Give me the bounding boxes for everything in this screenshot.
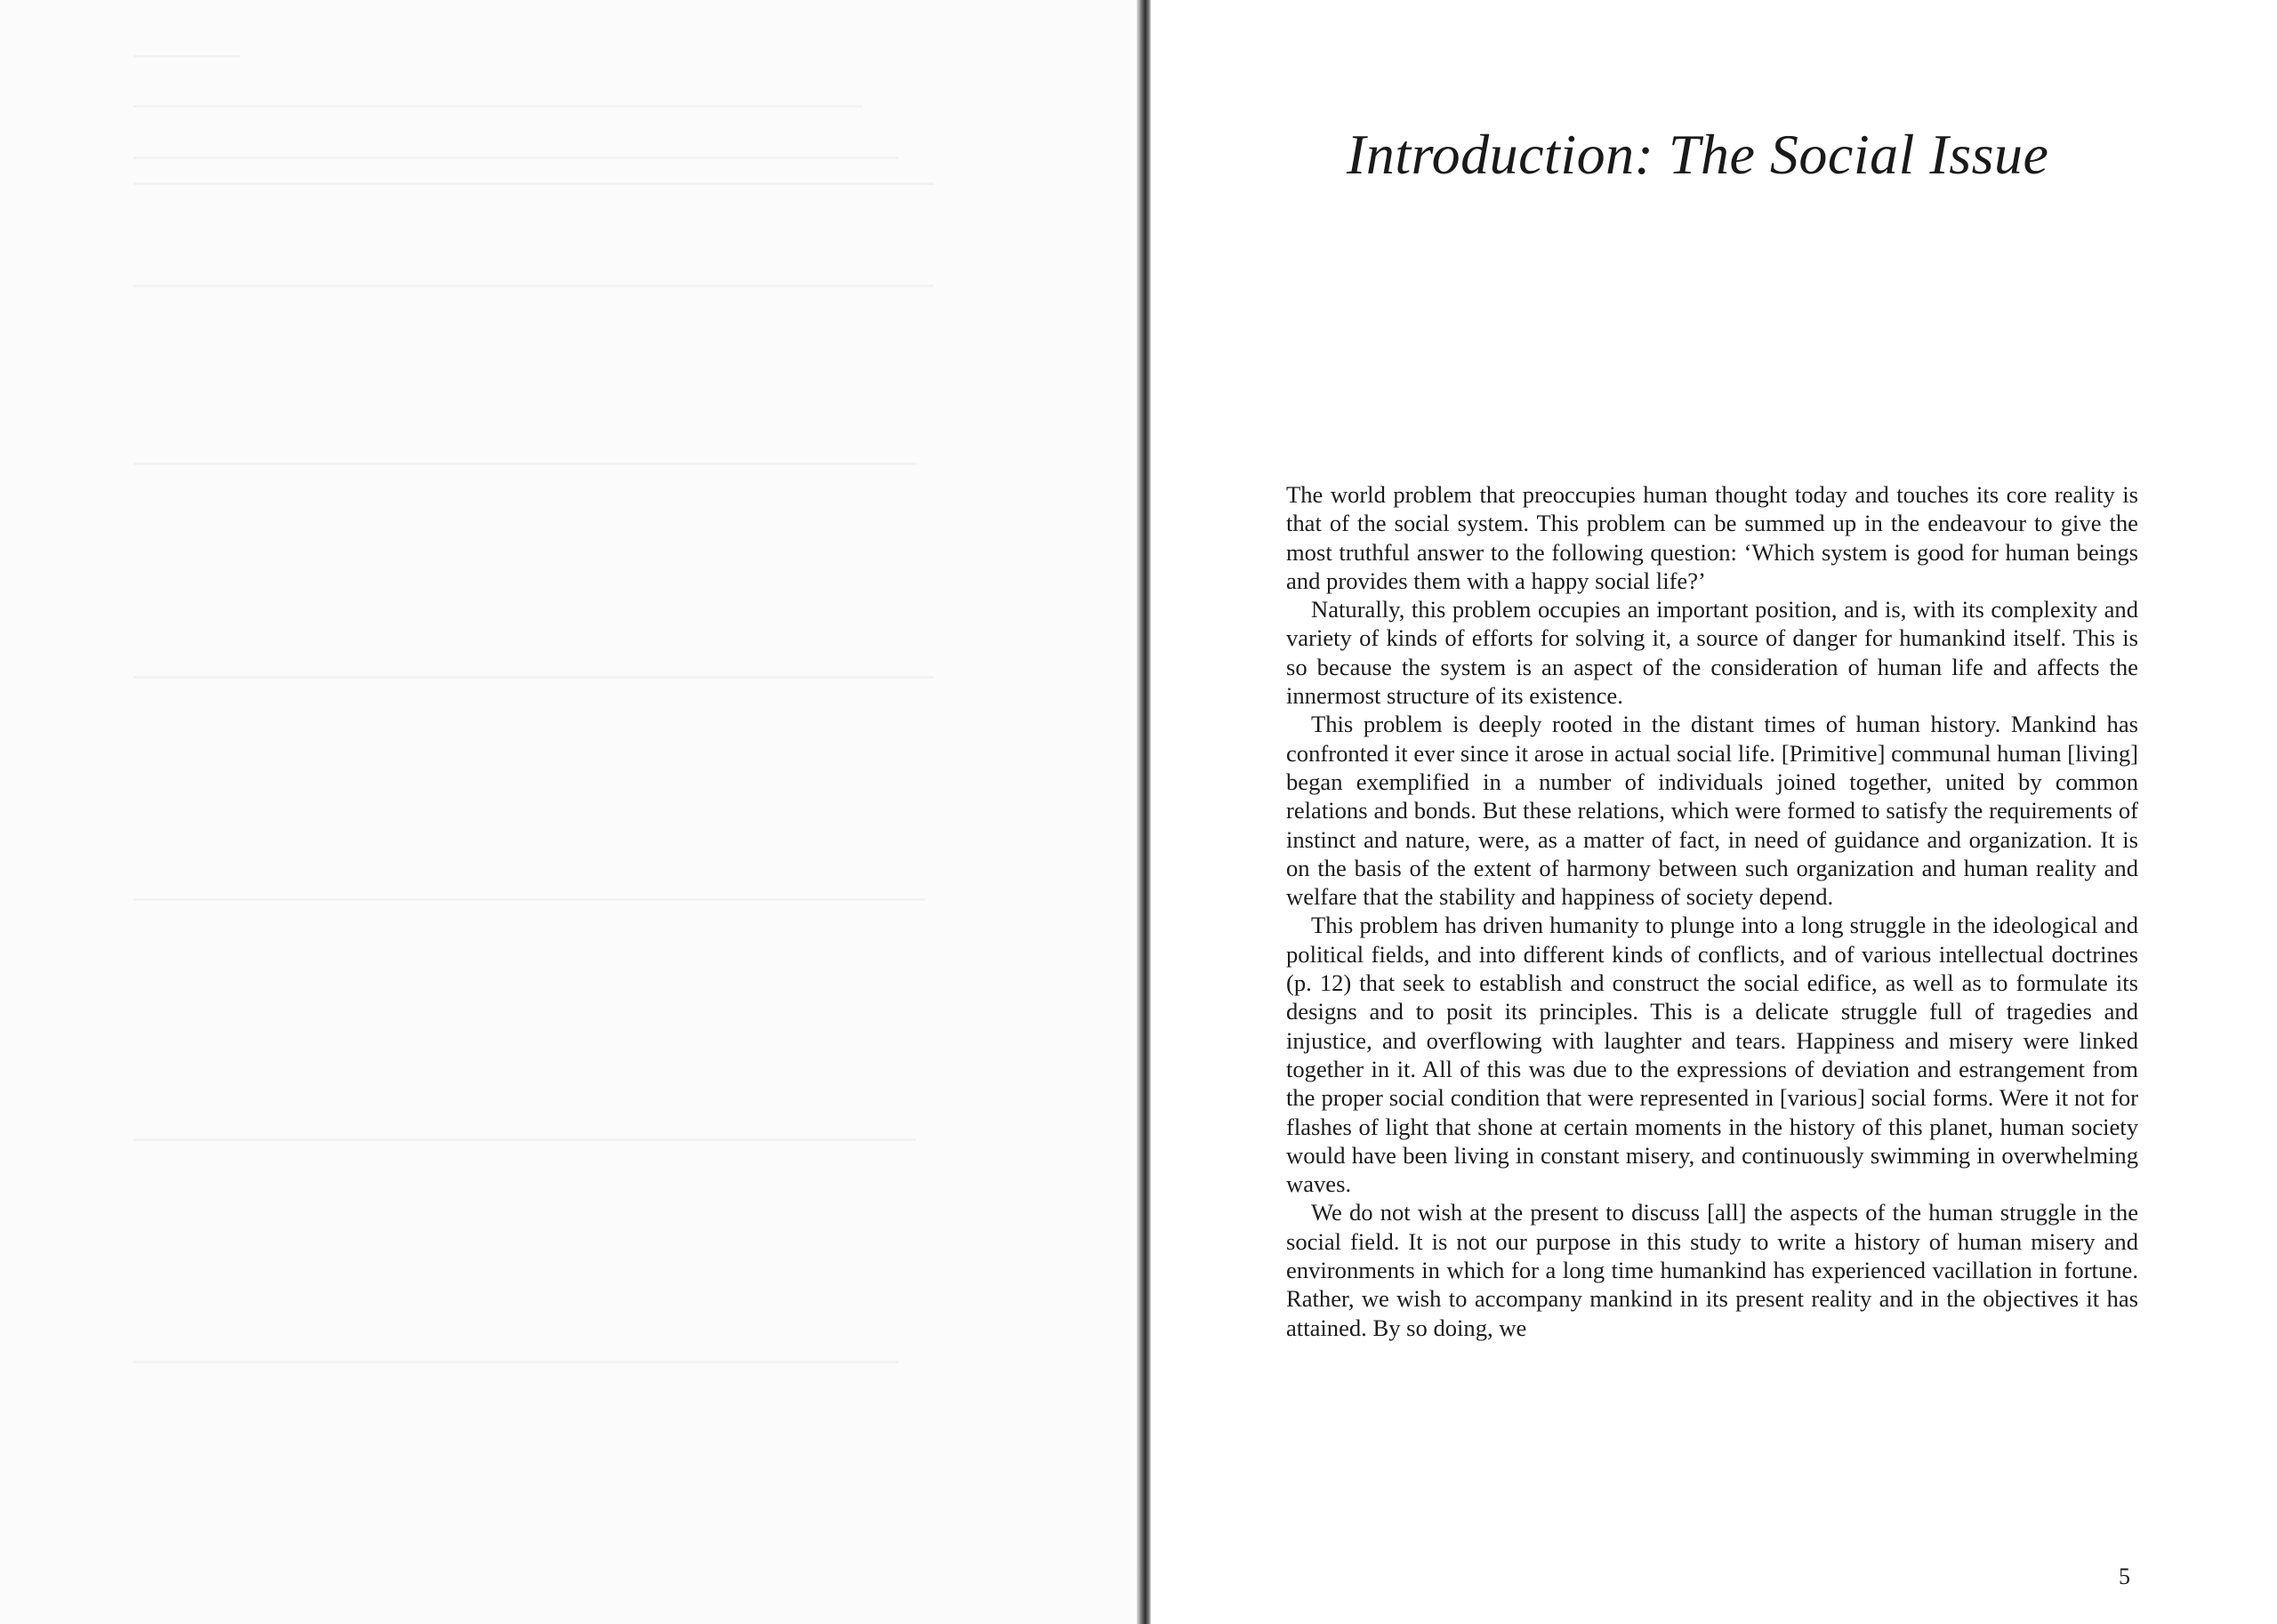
body-text xyxy=(1286,480,2138,1342)
show-through-line xyxy=(133,676,934,679)
chapter-title: Introduction: The Social Issue xyxy=(1347,123,2049,186)
left-page-blank xyxy=(0,0,1137,1624)
show-through-line xyxy=(133,898,925,901)
right-page xyxy=(1151,0,2277,1624)
paragraph: This problem is deeply rooted in the distant times of human history. Mankind has confronted it ever since it arose in actual social life. [Primitive] communal human [living] began exemplified in a number of individuals joined together, united by common relations and bonds. But these relations, which were formed to satisfy the requirements of instinct and nature, were, as a matter of fact, in need of guidance and organization. It is on the basis of the extent of harmony between such organization and human reality and welfare that the stability and happiness of society depend. xyxy=(1286,711,2138,911)
page-number: 5 xyxy=(2119,1564,2130,1589)
show-through-line xyxy=(133,105,863,108)
show-through-line xyxy=(133,285,934,287)
show-through-line xyxy=(133,55,240,58)
show-through-line xyxy=(133,1138,916,1141)
show-through-line xyxy=(133,182,934,185)
paragraph: This problem has driven humanity to plunge into a long struggle in the ideological and political fields, and into different kinds of conflicts, and of various intellectual doctrines (p. 12) that seek to establish and construct the social edifice, as well as to formulate its designs and to posit its principles. This is a delicate struggle full of tragedies and injustice, and overflowing with laughter and tears. Happiness and misery were linked together in it. All of this was due to the expressions of deviation and estrangement from the proper social condition that were represented in [various] social forms. Were it not for flashes of light that shone at certain moments in the history of this planet, human society would have been living in constant misery, and continuously swimming in overwhelming waves. xyxy=(1286,912,2138,1198)
show-through-line xyxy=(133,462,916,465)
paragraph: The world problem that preoccupies human thought today and touches its core reality is that of the social system. This problem can be summed up in the endeavour to give the most truthful answer to the following question: ‘Which system is good for human beings and provides them with a happy social life?’ xyxy=(1286,481,2138,594)
show-through-line xyxy=(133,1361,898,1363)
show-through-line xyxy=(133,157,898,159)
paragraph: We do not wish at the present to discuss [all] the aspects of the human struggle in the social field. It is not our purpose in this study to write a history of human misery and environments in which for a long time humankind has experienced vacillation in fortune. Rather, we wish to accompany mankind in its present reality and in the objectives it has attained. By so doing, we xyxy=(1286,1199,2138,1341)
paragraph: Naturally, this problem occupies an important position, and is, with its complexity and variety of kinds of efforts for solving it, a source of danger for humankind itself. This is so because the system is an aspect of the consideration of human life and affects the innermost structure of its existence. xyxy=(1286,596,2138,710)
book-gutter xyxy=(1137,0,1151,1624)
